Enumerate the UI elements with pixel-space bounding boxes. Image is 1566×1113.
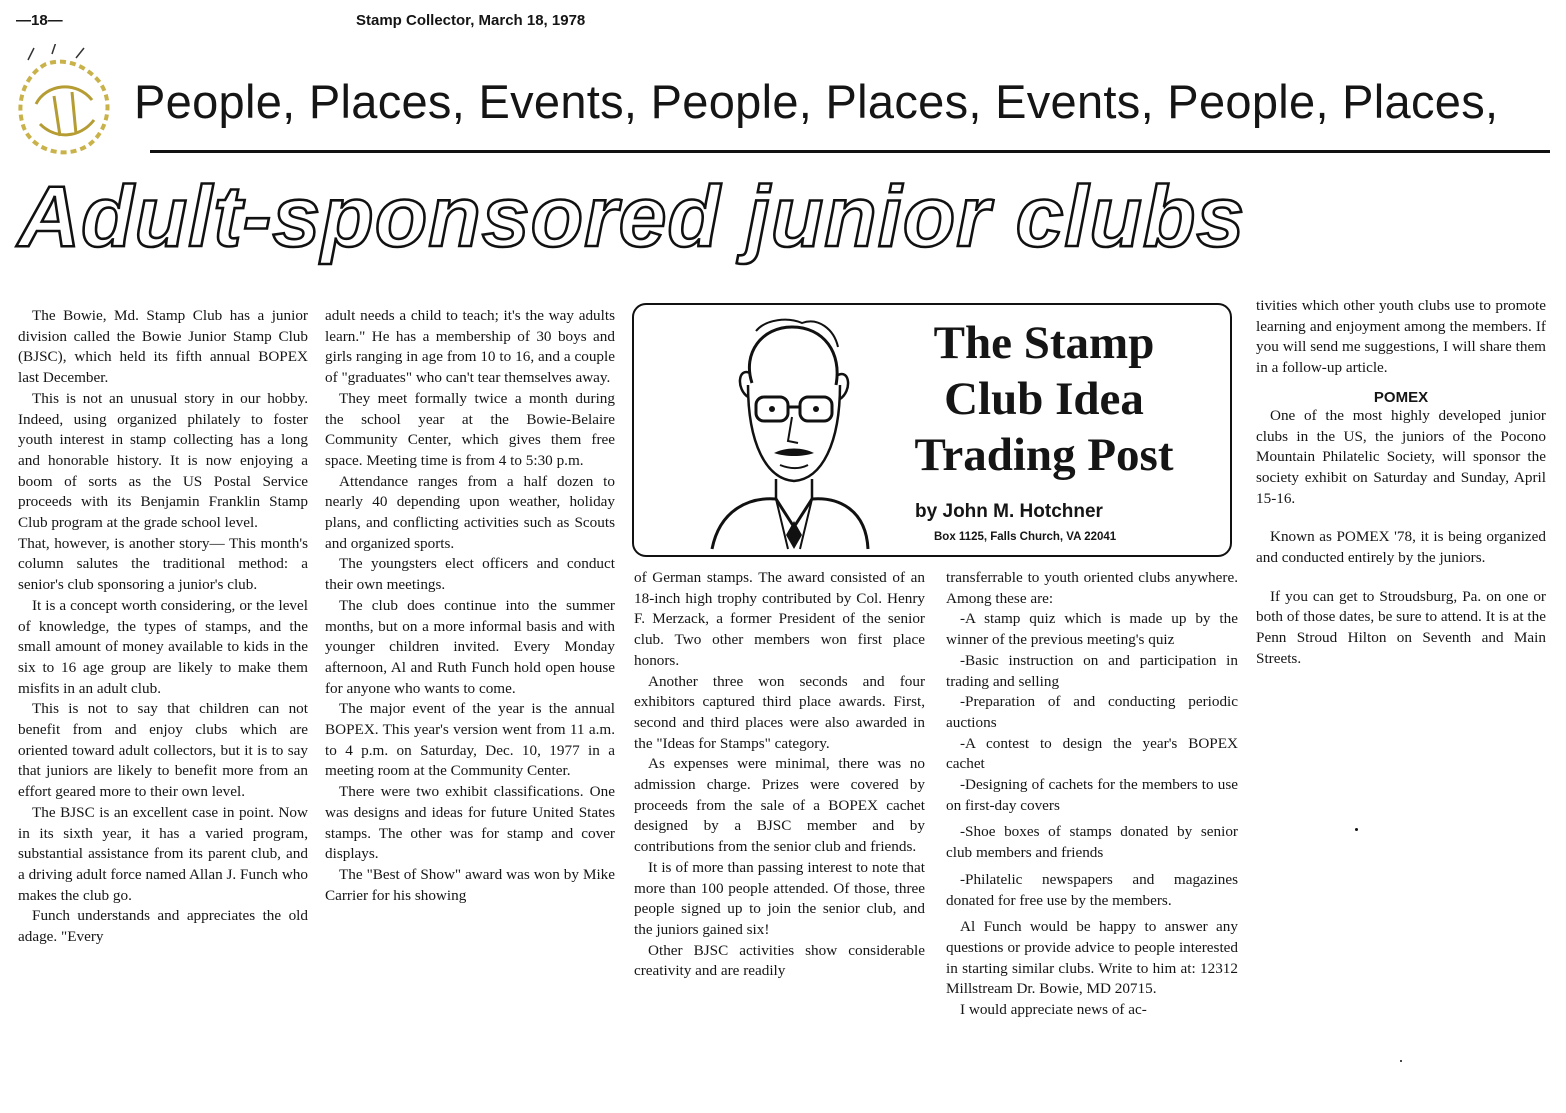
paragraph: The BJSC is an excellent case in point. Now in its sixth year, it has a varied program, substantial assistance from its parent club, and a driving adult force named Allan J. Funch who makes the club go. [18,803,308,904]
paragraph: There were two exhibit classifications. One was designs and ideas for future United States stamps. The other was for stamp and cover displays. [325,783,615,863]
paragraph: It is a concept worth considering, or the level of knowledge, the types of stamps, and the small amount of money available to kids in the six to 16 age group are likely to make them misfits in an adult club. [18,596,308,697]
list-item: -Designing of cachets for the members to use on first-day covers [946,776,1238,814]
article-column-3 [634,568,925,982]
title-line: The Stamp [933,317,1155,369]
article-column-2 [325,306,615,906]
subheading-pomex: POMEX [1373,388,1429,406]
paragraph: Known as POMEX '78, it is being organized and conducted entirely by the juniors. [1256,528,1546,567]
paragraph: transferrable to youth oriented clubs anywhere. Among these are: [946,569,1238,607]
paragraph: of German stamps. The award consisted of an 18-inch high trophy contributed by Col. Henry F. Merzack, a former President of the senior club. Two other members won first place honors. [634,569,925,669]
paragraph: This is not an unusual story in our hobby. Indeed, using organized philately to foster youth interest in stamp collecting has a long and honorable history. It is now enjoying a boom of sorts as the US Postal Service proceeds with its Benjamin Franklin Stamp Club program at the grade school level. [18,389,308,532]
title-line: Trading Post [914,429,1174,481]
paragraph: One of the most highly developed junior clubs in the US, the juniors of the Pocono Mountain Philatelic Society, will sponsor the society exhibit on Saturday and Sunday, April 15-16. [1256,406,1546,507]
band-rule [150,150,1550,153]
column-logo-box [632,303,1232,557]
publication-line: Stamp Collector, March 18, 1978 [356,12,586,29]
paragraph: As expenses were minimal, there was no admission charge. Prizes were covered by proceeds from the sale of a BOPEX cachet designed by a BJSC member and by contributions from the senior club and friends. [634,755,925,856]
paragraph: This is not to say that children can not benefit from and enjoy clubs which are oriented toward adult collectors, but it is to say that juniors are likely to benefit more from an effort geared more to their own level. [18,700,308,801]
headline: Adult-sponsored junior clubs [18,169,1246,265]
author-portrait-icon [692,313,872,553]
article-column-4 [946,568,1238,1021]
paragraph: The club does continue into the summer months, but on a more informal basis and with younger children invited. Every Monday afternoon, Al and Ruth Funch hold open house for anyone who wants to come. [325,596,615,697]
paragraph: The Bowie, Md. Stamp Club has a junior division called the Bowie Junior Stamp Club (BJSC), which held its fifth annual BOPEX last December. [18,307,308,387]
byline: by John M. Hotchner [915,501,1103,522]
author-address: Box 1125, Falls Church, VA 22041 [934,531,1117,543]
section-band-title: People, Places, Events, People, Places, Events, People, Places, [134,75,1499,128]
paragraph: Funch understands and appreciates the old adage. "Every [18,907,308,946]
list-item: -Basic instruction on and participation in trading and selling [946,651,1238,690]
article-column-5 [1256,296,1546,670]
paragraph: If you can get to Stroudsburg, Pa. on one or both of those dates, be sure to attend. It is at the Penn Stroud Hilton on Seventh and Main Streets. [1256,587,1546,667]
page-number: —18— [16,12,63,29]
list-item: -Preparation of and conducting periodic auctions [946,693,1238,731]
paragraph: Another three won seconds and four exhibitors captured third place awards. First, second and third places were also awarded in the "Ideas for Stamps" category. [634,672,925,752]
sticker-doodle-icon [6,44,130,168]
print-speck [1400,1060,1402,1062]
paragraph: Al Funch would be happy to answer any questions or provide advice to people interested in starting similar clubs. Write to him at: 12312 Millstream Dr. Bowie, MD 20715. [946,918,1238,998]
article-column-1 [18,306,308,948]
title-line: Club Idea [944,373,1144,425]
paragraph: The youngsters elect officers and conduct their own meetings. [325,555,615,594]
list-item: -A stamp quiz which is made up by the winner of the previous meeting's quiz [946,610,1238,649]
paragraph: tivities which other youth clubs use to promote learning and enjoyment among the members. If you will send me suggestions, I will share them in a follow-up article. [1256,297,1546,377]
list-item: -A contest to design the year's BOPEX cachet [946,734,1238,773]
paragraph: The major event of the year is the annual BOPEX. This year's version went from 11 a.m. to 4 p.m. on Saturday, Dec. 10, 1977 in a meeting room at the Community Center. [325,700,615,780]
list-item: -Shoe boxes of stamps donated by senior club members and friends [946,823,1238,862]
print-speck [1355,828,1358,831]
paragraph: adult needs a child to teach; it's the way adults learn." He has a membership of 30 boys and girls ranging in age from 10 to 16, and a couple of "graduates" who can't tear themselves away. [325,307,615,387]
paragraph: They meet formally twice a month during the school year at the Bowie-Belaire Community Center, which gives them free space. Meeting time is from 4 to 5:30 p.m. [325,389,615,469]
paragraph: It is of more than passing interest to note that more than 100 people attended. Of those, three people signed up to join the senior club, and the juniors gained six! [634,858,925,938]
column-logo-title [849,315,1239,483]
paragraph: Other BJSC activities show considerable creativity and are readily [634,941,925,980]
paragraph: That, however, is another story— This month's column salutes the traditional method: a senior's club sponsoring a junior's club. [18,534,308,594]
paragraph: Attendance ranges from a half dozen to nearly 40 depending upon weather, holiday plans, and conflicting activities such as Scouts and organized sports. [325,472,615,552]
paragraph: The "Best of Show" award was won by Mike Carrier for his showing [325,865,615,904]
list-item: -Philatelic newspapers and magazines donated for free use by the members. [946,870,1238,909]
paragraph: I would appreciate news of ac- [960,1001,1147,1019]
